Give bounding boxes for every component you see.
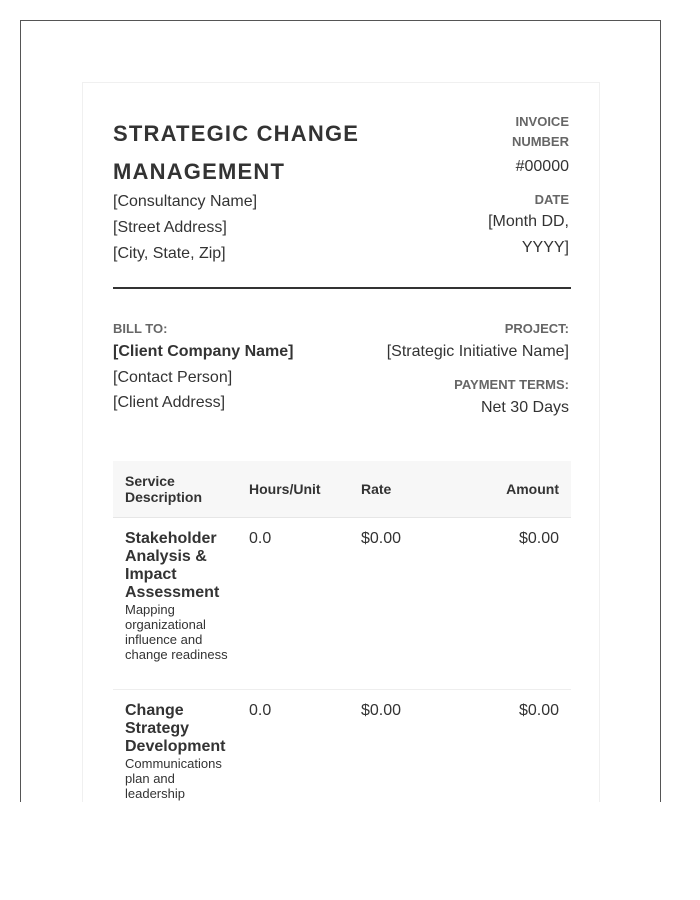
invoice-title: STRATEGIC CHANGE MANAGEMENT bbox=[113, 121, 360, 184]
amount-cell: $0.00 bbox=[518, 702, 559, 719]
project-name: [Strategic Initiative Name] bbox=[386, 343, 569, 360]
rate-cell: $0.00 bbox=[361, 702, 402, 719]
service-cell bbox=[125, 702, 229, 801]
col-rate: Rate bbox=[361, 481, 392, 497]
header-divider bbox=[113, 287, 571, 289]
service-description: Communications plan and leadership bbox=[125, 756, 222, 801]
date-value: [Month DD, YYYY] bbox=[488, 213, 569, 256]
service-name: Change Strategy Development bbox=[125, 702, 226, 755]
invoice-sheet bbox=[82, 82, 600, 802]
service-name: Stakeholder Analysis & Impact Assessment bbox=[125, 530, 220, 601]
street-address: [Street Address] bbox=[113, 219, 227, 236]
services-table bbox=[113, 461, 571, 802]
invoice-number-label: INVOICE NUMBER bbox=[511, 114, 569, 149]
client-address: [Client Address] bbox=[113, 394, 226, 411]
col-service-description: Service Description bbox=[125, 473, 203, 505]
bill-to-label: BILL TO: bbox=[113, 321, 168, 336]
amount-cell: $0.00 bbox=[518, 530, 559, 547]
col-amount: Amount bbox=[506, 481, 559, 497]
city-state-zip: [City, State, Zip] bbox=[113, 245, 226, 262]
service-cell bbox=[125, 530, 229, 662]
table-row bbox=[113, 518, 571, 690]
payment-terms-value: Net 30 Days bbox=[480, 399, 569, 416]
invoice-number-value: #00000 bbox=[515, 158, 569, 175]
consultancy-name: [Consultancy Name] bbox=[113, 193, 258, 210]
project-label: PROJECT: bbox=[504, 321, 569, 336]
col-hours-unit: Hours/Unit bbox=[249, 481, 321, 497]
table-row bbox=[113, 690, 571, 802]
client-company-name: [Client Company Name] bbox=[113, 343, 294, 360]
hours-cell: 0.0 bbox=[249, 702, 272, 719]
contact-person: [Contact Person] bbox=[113, 369, 233, 386]
payment-terms-label: PAYMENT TERMS: bbox=[454, 377, 569, 392]
document-viewport bbox=[20, 20, 661, 802]
table-header bbox=[113, 461, 571, 518]
hours-cell: 0.0 bbox=[249, 530, 272, 547]
rate-cell: $0.00 bbox=[361, 530, 402, 547]
service-description: Mapping organizational influence and change readiness bbox=[125, 602, 228, 662]
date-label: DATE bbox=[534, 192, 569, 207]
